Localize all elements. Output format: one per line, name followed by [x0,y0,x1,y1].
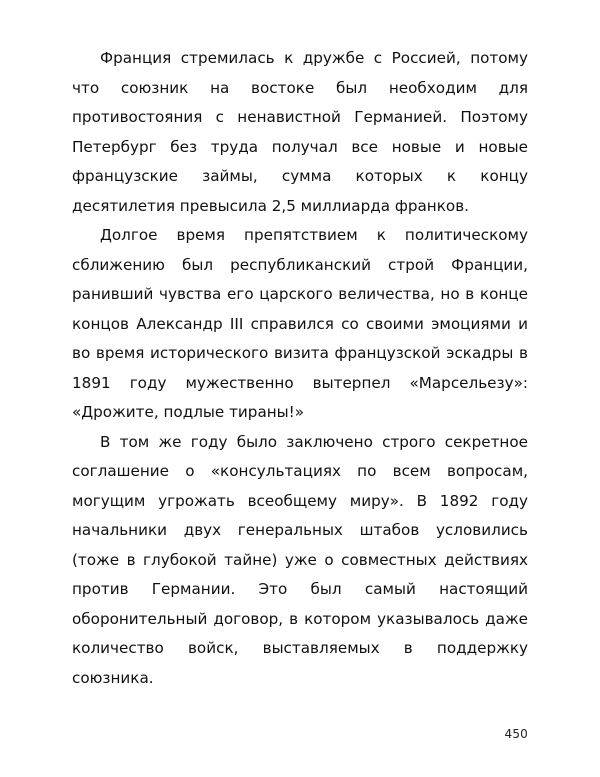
paragraph: Франция стремилась к дружбе с Россией, потому что союзник на востоке был необходим для противостояния с ненавистной Германией. Поэтому Петербург без труда получал все новые и новые французские займы, сумма которых к концу десятилетия превысила 2,5 миллиарда франков. [72,49,528,215]
paragraph: В том же году было заключено строго секретное соглашение о «консультациях по всем вопросам, могущим угрожать всеобщему миру». В 1892 году начальники двух генеральных штабов условились (тоже в глубокой тайне) уже о совместных действиях против Германии. Это был самый настоящий оборонительный договор, в котором указывалось даже количество войск, выставляемых в поддержку союзника. [72,432,528,687]
paragraph: Долгое время препятствием к политическому сближению был республиканский строй Франции, ранивший чувства его царского величества, но в конце концов Александр III справился со своими эмоциями и во время исторического визита французской эскадры в 1891 году мужественно вытерпел «Марсельезу»: «Дрожите, подлые тираны!» [72,226,528,421]
page-body-text [72,44,528,693]
page-number: 450 [504,727,528,741]
